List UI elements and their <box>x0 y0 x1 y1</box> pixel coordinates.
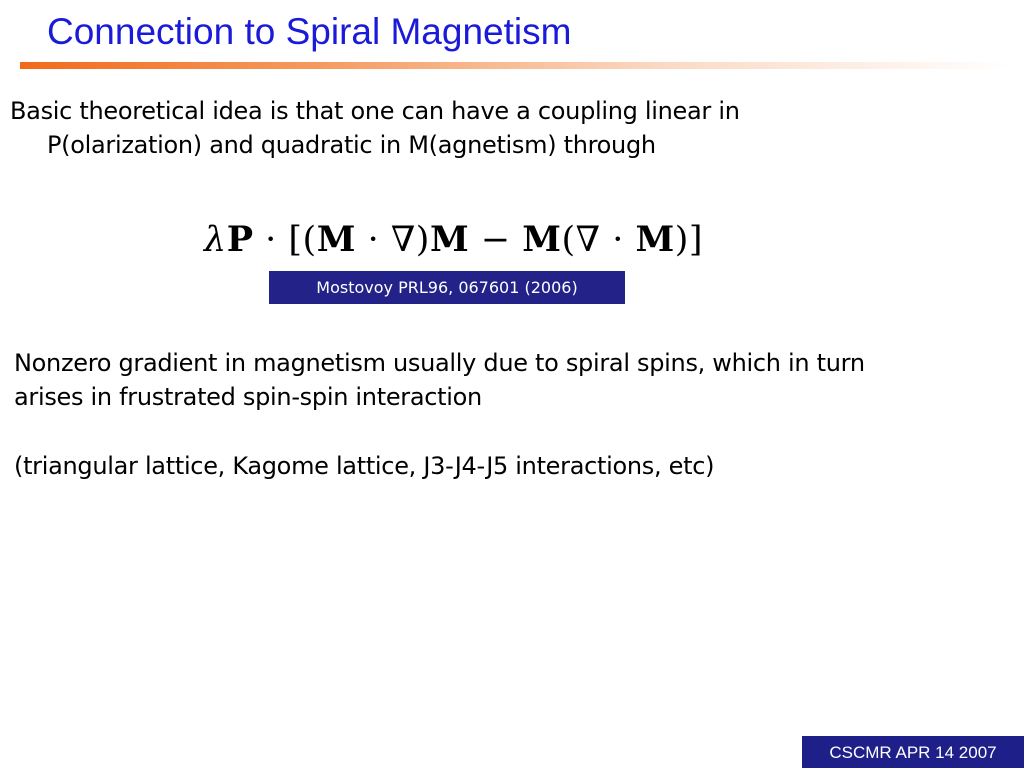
formula-op-5: )] <box>674 220 704 260</box>
formula-m-4: M <box>635 219 675 260</box>
footer-date-badge: CSCMR APR 14 2007 <box>802 736 1024 768</box>
intro-line-2: P(olarization) and quadratic in M(agnetism) through <box>47 131 656 159</box>
formula-op-4: (∇ · <box>561 220 636 260</box>
body-line-2: arises in frustrated spin-spin interaction <box>14 383 482 411</box>
body-line-1: Nonzero gradient in magnetism usually due to spiral spins, which in turn <box>14 349 865 377</box>
intro-line-1: Basic theoretical idea is that one can have a coupling linear in <box>10 97 740 125</box>
examples-note: (triangular lattice, Kagome lattice, J3-J4-J5 interactions, etc) <box>14 452 715 480</box>
body-paragraph <box>14 346 865 414</box>
intro-paragraph <box>10 94 740 162</box>
formula-op-3: − <box>469 220 523 260</box>
formula-lambda: λ <box>204 220 227 260</box>
formula-op-2: · ∇) <box>355 220 430 260</box>
formula-op-1: · [( <box>253 220 317 260</box>
title-underline <box>20 62 1010 69</box>
citation-badge: Mostovoy PRL96, 067601 (2006) <box>269 271 625 304</box>
formula-m-3: M <box>522 219 562 260</box>
formula-p: P <box>226 219 254 260</box>
coupling-formula <box>204 218 703 262</box>
formula-m-2: M <box>429 219 470 260</box>
formula-m-1: M <box>316 219 356 260</box>
slide-title: Connection to Spiral Magnetism <box>47 11 572 52</box>
